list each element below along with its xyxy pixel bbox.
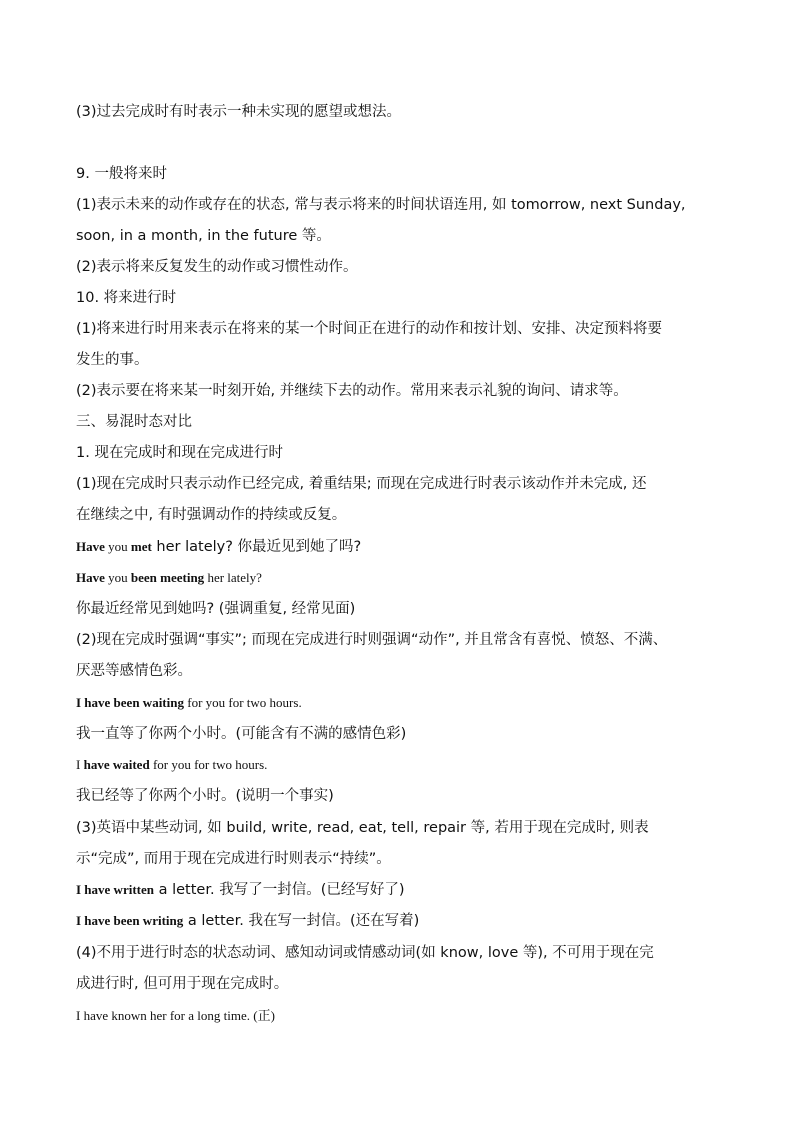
example-text: a letter. 我在写一封信。(还在写着) [183,913,420,929]
example-bold: Have [76,570,105,585]
paragraph-comparison-4b: 成进行时, 但可用于现在完成时。 [76,976,289,992]
example-text: you [104,570,131,585]
paragraph-future-prog-1a: (1)将来进行时用来表示在将来的某一个时间正在进行的动作和按计划、安排、决定预料将要 [76,321,663,337]
example-text: a letter. 我写了一封信。(已经写好了) [154,882,405,898]
paragraph-comparison-1b: 在继续之中, 有时强调动作的持续或反复。 [76,507,347,523]
example-text: for you for two hours. [183,695,302,710]
paragraph-comparison-1a: (1)现在完成时只表示动作已经完成, 着重结果; 而现在完成进行时表示该动作并未完成, 还 [76,476,647,492]
section-heading-comparison: 三、易混时态对比 [76,414,192,430]
example-sentence-2 [76,568,726,588]
paragraph-future-1a: (1)表示未来的动作或存在的状态, 常与表示将来的时间状语连用, 如 tomorrow, next Sunday, [76,197,686,213]
paragraph-comparison-2a: (2)现在完成时强调“事实”; 而现在完成进行时则强调“动作”, 并且常含有喜悦、愤怒、不满、 [76,632,668,648]
example-bold: Have [76,539,105,554]
example-bold: I have written [76,882,154,897]
paragraph-past-perfect-3: (3)过去完成时有时表示一种未实现的愿望或想法。 [76,104,402,120]
example-text: you [104,539,131,554]
example-bold: I have been waiting [76,695,184,710]
example-sentence-3 [76,693,726,713]
heading-simple-future: 9. 一般将来时 [76,166,167,182]
example-bold: have waited [83,757,150,772]
paragraph-comparison-4a: (4)不用于进行时态的状态动词、感知动词或情感动词(如 know, love 等), 不可用于现在完 [76,945,654,961]
example-sentence-4 [76,755,726,775]
example-text: for you for two hours. [149,757,268,772]
heading-perfect-vs-perfect-prog: 1. 现在完成时和现在完成进行时 [76,445,283,461]
example-bold: I have been writing [76,913,184,928]
example-translation-2: 你最近经常见到她吗? (强调重复, 经常见面) [76,601,356,617]
heading-future-progressive: 10. 将来进行时 [76,290,177,306]
paragraph-comparison-2b: 厌恶等感情色彩。 [76,663,192,679]
example-translation-3: 我一直等了你两个小时。(可能含有不满的感情色彩) [76,726,407,742]
example-bold: been meeting [130,570,205,585]
paragraph-future-2: (2)表示将来反复发生的动作或习惯性动作。 [76,259,358,275]
example-bold: met [130,539,152,554]
paragraph-future-prog-1b: 发生的事。 [76,352,149,368]
paragraph-comparison-3b: 示“完成”, 而用于现在完成进行时则表示“持续”。 [76,851,391,867]
example-sentence-5 [76,880,726,900]
example-text: I [76,757,84,772]
example-sentence-6 [76,911,726,931]
paragraph-comparison-3a: (3)英语中某些动词, 如 build, write, read, eat, tell, repair 等, 若用于现在完成时, 则表 [76,820,649,836]
paragraph-future-prog-2: (2)表示要在将来某一时刻开始, 并继续下去的动作。常用来表示礼貌的询问、请求等。 [76,383,628,399]
example-translation-4: 我已经等了你两个小时。(说明一个事实) [76,788,334,804]
paragraph-future-1b: soon, in a month, in the future 等。 [76,228,331,244]
example-text: her lately? [204,570,262,585]
example-sentence-7: I have known her for a long time. (正) [76,1008,275,1023]
example-text: her lately? 你最近见到她了吗? [151,539,362,555]
example-sentence-1 [76,537,726,557]
